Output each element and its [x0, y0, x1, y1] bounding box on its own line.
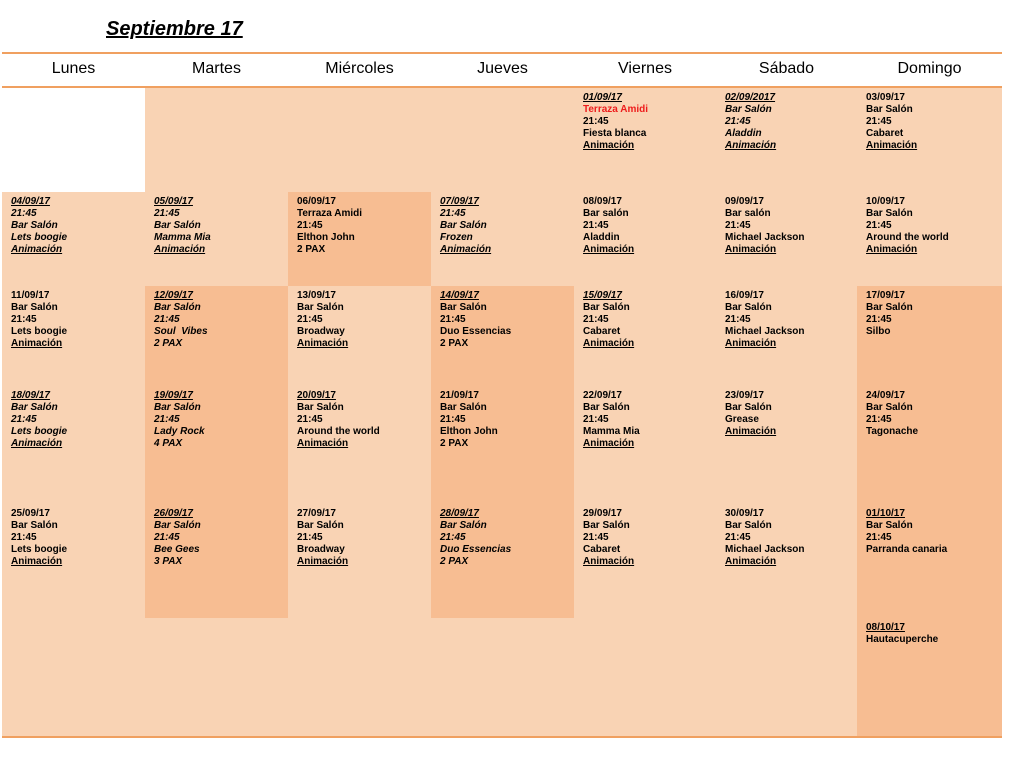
event-time: 21:45: [440, 414, 466, 425]
event-date: 05/09/17: [154, 196, 193, 207]
day-cell-empty: [145, 618, 288, 736]
day-cell-2017-09-13: [288, 286, 431, 386]
event-show: Tagonache: [866, 426, 919, 437]
event-venue: Bar Salón: [583, 520, 630, 531]
event-venue: Bar Salón: [154, 220, 201, 231]
day-cell-2017-09-07: [431, 192, 574, 286]
event-date: 30/09/17: [725, 508, 764, 519]
day-cell-2017-09-04: [2, 192, 145, 286]
event-venue: Terraza Amidi: [297, 208, 363, 219]
event-show: Mamma Mia: [154, 232, 211, 243]
event-date: 09/09/17: [725, 196, 764, 207]
event-time: 21:45: [866, 314, 892, 325]
event-type: Animación: [725, 244, 777, 255]
weekday-jueves: Jueves: [477, 60, 528, 77]
event-type: Animación: [11, 438, 63, 449]
day-cell-2017-09-26: [145, 504, 288, 618]
day-cell-empty: [145, 88, 288, 192]
event-time: 21:45: [297, 314, 323, 325]
event-type: Animación: [583, 244, 635, 255]
event-time: 21:45: [583, 220, 609, 231]
event-pax: 2 PAX: [297, 244, 326, 255]
day-cell-empty: [2, 88, 145, 192]
event-venue: Bar Salón: [866, 402, 913, 413]
event-time: 21:45: [725, 532, 751, 543]
event-type: Animación: [11, 244, 63, 255]
event-type: Animación: [583, 556, 635, 567]
event-show: Duo Essencias: [440, 326, 512, 337]
event-venue: Terraza Amidi: [583, 104, 649, 115]
event-pax: 4 PAX: [154, 438, 183, 449]
event-show: Around the world: [866, 232, 949, 243]
event-type: Animación: [11, 556, 63, 567]
event-type: Animación: [583, 140, 635, 151]
event-time: 21:45: [440, 314, 466, 325]
event-show: Soul Vibes: [154, 326, 208, 337]
event-time: 21:45: [725, 314, 751, 325]
weekday-miercoles: Miércoles: [325, 60, 394, 77]
event-date: 25/09/17: [11, 508, 50, 519]
event-venue: Bar Salón: [11, 520, 58, 531]
event-date: 19/09/17: [154, 390, 193, 401]
event-time: 21:45: [297, 220, 323, 231]
day-cell-empty: [288, 88, 431, 192]
day-cell-empty: [431, 88, 574, 192]
day-cell-2017-09-02: [716, 88, 857, 192]
event-date: 15/09/17: [583, 290, 622, 301]
day-cell-2017-09-25: [2, 504, 145, 736]
event-show: Around the world: [297, 426, 380, 437]
event-time: 21:45: [11, 314, 37, 325]
event-venue: Bar Salón: [297, 402, 344, 413]
event-show: Mamma Mia: [583, 426, 640, 437]
event-type: Animación: [583, 438, 635, 449]
event-show: Cabaret: [583, 544, 621, 555]
event-type: Animación: [725, 338, 777, 349]
event-venue: Bar Salón: [866, 302, 913, 313]
event-show: Michael Jackson: [725, 544, 805, 555]
event-show: Cabaret: [583, 326, 621, 337]
event-date: 21/09/17: [440, 390, 479, 401]
event-show: Lets boogie: [11, 232, 68, 243]
event-time: 21:45: [866, 532, 892, 543]
event-show: Hautacuperche: [866, 634, 939, 645]
event-time: 21:45: [583, 414, 609, 425]
top-divider: [2, 52, 1002, 54]
day-cell-2017-09-10: [857, 192, 1002, 286]
event-date: 03/09/17: [866, 92, 905, 103]
event-type: Animación: [866, 244, 918, 255]
event-venue: Bar salón: [725, 208, 771, 219]
event-show: Lets boogie: [11, 544, 68, 555]
event-time: 21:45: [440, 532, 466, 543]
event-show: Michael Jackson: [725, 326, 805, 337]
day-cell-2017-09-11: [2, 286, 145, 386]
event-type: Animación: [154, 244, 206, 255]
weekday-viernes: Viernes: [618, 60, 672, 77]
event-venue: Bar Salón: [440, 220, 487, 231]
event-venue: Bar Salón: [583, 402, 630, 413]
event-pax: 2 PAX: [440, 438, 469, 449]
event-show: Aladdin: [725, 128, 762, 139]
event-venue: Bar Salón: [154, 402, 201, 413]
event-venue: Bar Salón: [154, 302, 201, 313]
event-time: 21:45: [154, 208, 180, 219]
event-show: Fiesta blanca: [583, 128, 647, 139]
event-date: 07/09/17: [440, 196, 479, 207]
event-date: 12/09/17: [154, 290, 193, 301]
event-show: Broadway: [297, 544, 345, 555]
event-date: 08/09/17: [583, 196, 622, 207]
day-cell-2017-09-29: [574, 504, 716, 736]
event-date: 26/09/17: [154, 508, 193, 519]
event-type: Animación: [297, 338, 349, 349]
event-pax: 3 PAX: [154, 556, 183, 567]
event-time: 21:45: [11, 414, 37, 425]
day-cell-2017-09-18: [2, 386, 145, 504]
event-type: Animación: [583, 338, 635, 349]
day-cell-2017-09-05: [145, 192, 288, 286]
event-venue: Bar Salón: [440, 302, 487, 313]
day-cell-2017-09-01: [574, 88, 716, 192]
event-date: 23/09/17: [725, 390, 764, 401]
event-time: 21:45: [725, 116, 751, 127]
day-cell-2017-09-16: [716, 286, 857, 386]
event-show: Grease: [725, 414, 759, 425]
event-show: Lets boogie: [11, 426, 68, 437]
event-time: 21:45: [154, 532, 180, 543]
event-venue: Bar Salón: [725, 104, 772, 115]
event-time: 21:45: [583, 532, 609, 543]
event-time: 21:45: [725, 220, 751, 231]
event-date: 18/09/17: [11, 390, 50, 401]
day-cell-2017-10-08: [857, 618, 1002, 736]
event-date: 13/09/17: [297, 290, 336, 301]
event-show: Elthon John: [297, 232, 355, 243]
day-cell-2017-09-09: [716, 192, 857, 286]
event-show: Michael Jackson: [725, 232, 805, 243]
day-cell-2017-09-23: [716, 386, 857, 504]
event-venue: Bar Salón: [297, 520, 344, 531]
event-time: 21:45: [11, 532, 37, 543]
event-date: 06/09/17: [297, 196, 336, 207]
event-type: Animación: [866, 140, 918, 151]
event-venue: Bar Salón: [866, 208, 913, 219]
weekday-sabado: Sábado: [758, 60, 815, 77]
event-time: 21:45: [297, 414, 323, 425]
event-date: 14/09/17: [440, 290, 479, 301]
day-cell-2017-09-30: [716, 504, 857, 736]
calendar-grid: [2, 88, 1002, 736]
event-date: 29/09/17: [583, 508, 622, 519]
weekday-lunes: Lunes: [51, 60, 96, 77]
event-show: Elthon John: [440, 426, 498, 437]
event-date: 01/10/17: [866, 508, 905, 519]
event-date: 04/09/17: [11, 196, 50, 207]
event-date: 16/09/17: [725, 290, 764, 301]
page-title: Septiembre 17: [106, 18, 243, 40]
event-show: Silbo: [866, 326, 891, 337]
weekday-martes: Martes: [192, 60, 241, 77]
event-type: Animación: [440, 244, 492, 255]
event-time: 21:45: [297, 532, 323, 543]
day-cell-2017-10-01: [857, 504, 1002, 618]
event-show: Lady Rock: [154, 426, 205, 437]
event-time: 21:45: [154, 414, 180, 425]
event-time: 21:45: [583, 314, 609, 325]
event-show: Duo Essencias: [440, 544, 512, 555]
day-cell-empty: [431, 618, 574, 736]
event-venue: Bar Salón: [297, 302, 344, 313]
event-date: 11/09/17: [11, 290, 50, 301]
event-show: Lets boogie: [11, 326, 68, 337]
day-cell-2017-09-27: [288, 504, 431, 618]
event-show: Broadway: [297, 326, 345, 337]
event-pax: 2 PAX: [154, 338, 183, 349]
event-venue: Bar Salón: [154, 520, 201, 531]
event-venue: Bar Salón: [11, 402, 58, 413]
day-cell-2017-09-06: [288, 192, 431, 286]
event-type: Animación: [297, 438, 349, 449]
event-date: 08/10/17: [866, 622, 905, 633]
event-venue: Bar Salón: [725, 520, 772, 531]
event-type: Animación: [725, 426, 777, 437]
event-time: 21:45: [11, 208, 37, 219]
day-cell-2017-09-14: [431, 286, 574, 386]
day-cell-2017-09-22: [574, 386, 716, 504]
event-date: 02/09/2017: [725, 92, 776, 103]
event-type: Animación: [297, 556, 349, 567]
bottom-divider: [2, 736, 1002, 738]
event-pax: 2 PAX: [440, 556, 469, 567]
day-cell-2017-09-21: [431, 386, 574, 504]
event-date: 27/09/17: [297, 508, 336, 519]
day-cell-2017-09-24: [857, 386, 1002, 504]
day-cell-2017-09-08: [574, 192, 716, 286]
event-time: 21:45: [866, 220, 892, 231]
event-venue: Bar Salón: [11, 220, 58, 231]
day-cell-2017-09-28: [431, 504, 574, 618]
event-time: 21:45: [583, 116, 609, 127]
day-cell-empty: [288, 618, 431, 736]
event-type: Animación: [725, 556, 777, 567]
event-date: 22/09/17: [583, 390, 622, 401]
event-show: Aladdin: [583, 232, 620, 243]
event-venue: Bar Salón: [583, 302, 630, 313]
day-cell-2017-09-19: [145, 386, 288, 504]
event-date: 10/09/17: [866, 196, 905, 207]
weekday-domingo: Domingo: [897, 60, 962, 77]
event-type: Animación: [725, 140, 777, 151]
event-time: 21:45: [440, 208, 466, 219]
event-pax: 2 PAX: [440, 338, 469, 349]
event-time: 21:45: [866, 116, 892, 127]
event-date: 28/09/17: [440, 508, 479, 519]
event-venue: Bar Salón: [11, 302, 58, 313]
event-type: Animación: [11, 338, 63, 349]
event-date: 20/09/17: [297, 390, 336, 401]
event-time: 21:45: [154, 314, 180, 325]
event-venue: Bar Salón: [866, 520, 913, 531]
event-venue: Bar Salón: [440, 520, 487, 531]
event-venue: Bar Salón: [725, 302, 772, 313]
event-venue: Bar Salón: [866, 104, 913, 115]
event-date: 24/09/17: [866, 390, 905, 401]
day-cell-2017-09-20: [288, 386, 431, 504]
event-time: 21:45: [866, 414, 892, 425]
event-venue: Bar salón: [583, 208, 629, 219]
event-show: Frozen: [440, 232, 473, 243]
event-date: 17/09/17: [866, 290, 905, 301]
day-cell-2017-09-15: [574, 286, 716, 386]
event-date: 01/09/17: [583, 92, 622, 103]
event-show: Parranda canaria: [866, 544, 948, 555]
event-venue: Bar Salón: [725, 402, 772, 413]
event-show: Cabaret: [866, 128, 904, 139]
day-cell-2017-09-03: [857, 88, 1002, 192]
event-show: Bee Gees: [154, 544, 200, 555]
event-venue: Bar Salón: [440, 402, 487, 413]
